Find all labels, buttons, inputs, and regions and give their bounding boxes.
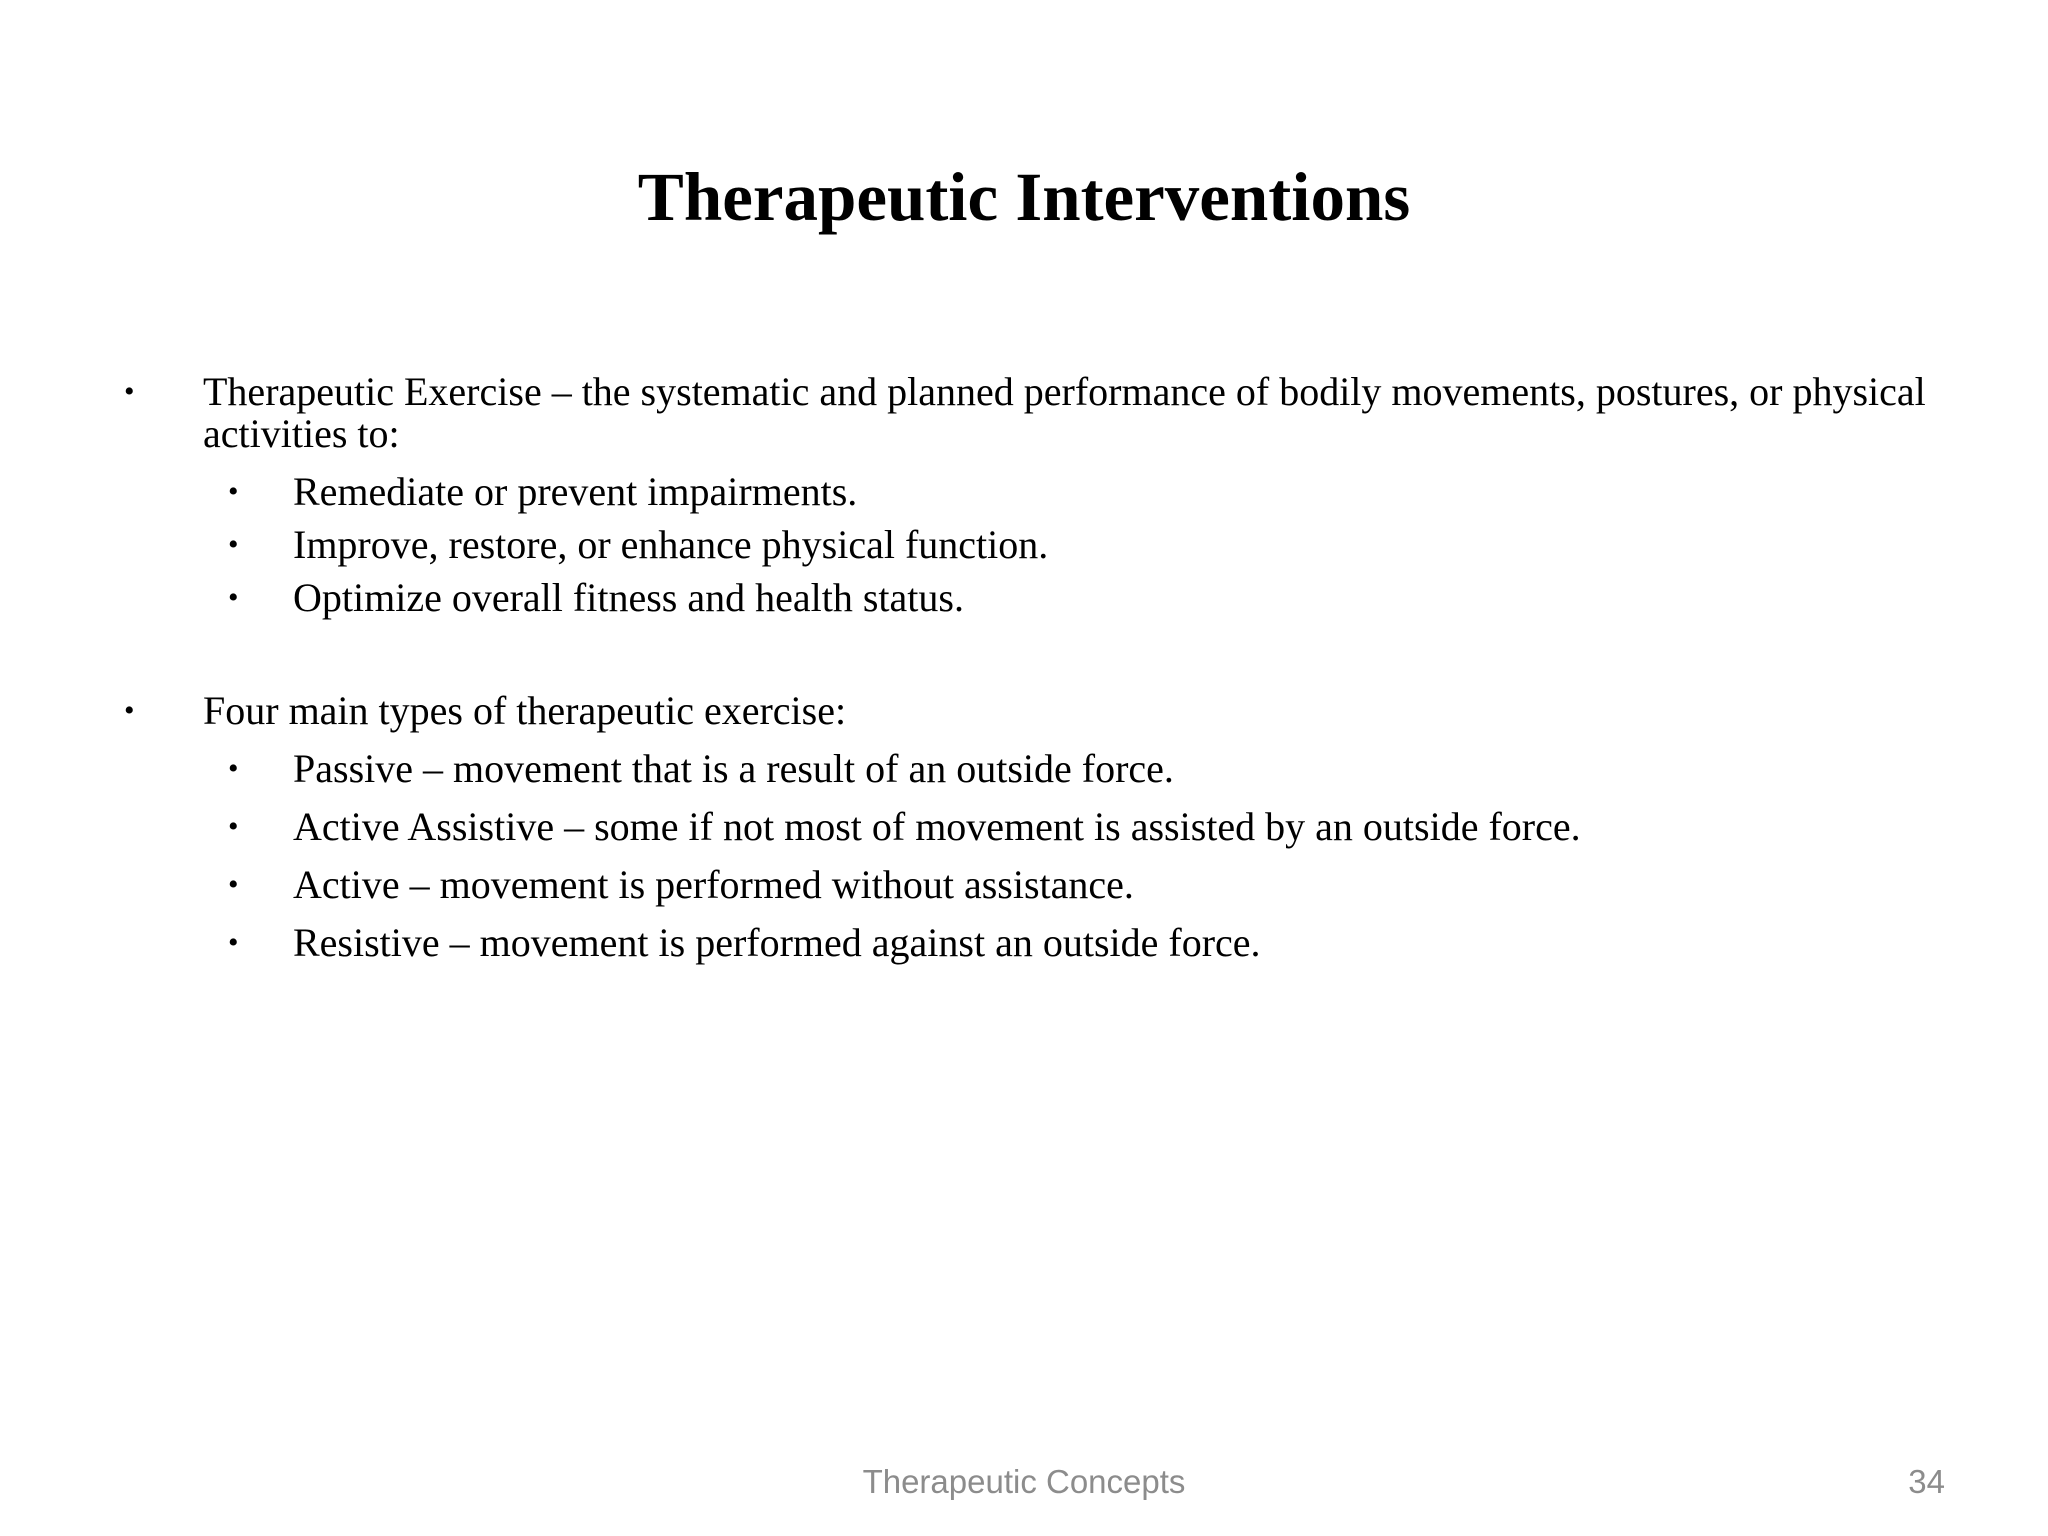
sub-bullet-text: Active Assistive – some if not most of movement is assisted by an outside force. [293,804,1581,849]
bullet-marker: • [124,694,135,727]
bullet-marker: • [228,475,239,508]
bullet-marker: • [228,868,239,901]
page-number: 34 [1908,1463,1945,1500]
bullet-marker: • [228,810,239,843]
sub-bullet-text: Active – movement is performed without assistance. [293,862,1134,907]
bullet-marker: • [124,375,135,408]
bullet-marker: • [228,752,239,785]
bullet-text: Therapeutic Exercise – the systematic and planned performance of bodily movements, postures, or physical activities to: [203,369,1926,456]
sub-bullet-text: Optimize overall fitness and health status. [293,575,964,620]
bullet-marker: • [228,581,239,614]
sub-bullet-text: Passive – movement that is a result of an outside force. [293,746,1174,791]
bullet-marker: • [228,926,239,959]
sub-bullet-text: Improve, restore, or enhance physical function. [293,522,1049,567]
sub-bullet-text: Remediate or prevent impairments. [293,469,858,514]
bullet-text: Four main types of therapeutic exercise: [203,688,847,733]
slide-title: Therapeutic Interventions [637,159,1411,235]
footer-title: Therapeutic Concepts [862,1463,1186,1500]
sub-bullet-text: Resistive – movement is performed against an outside force. [293,920,1261,965]
bullet-marker: • [228,528,239,561]
